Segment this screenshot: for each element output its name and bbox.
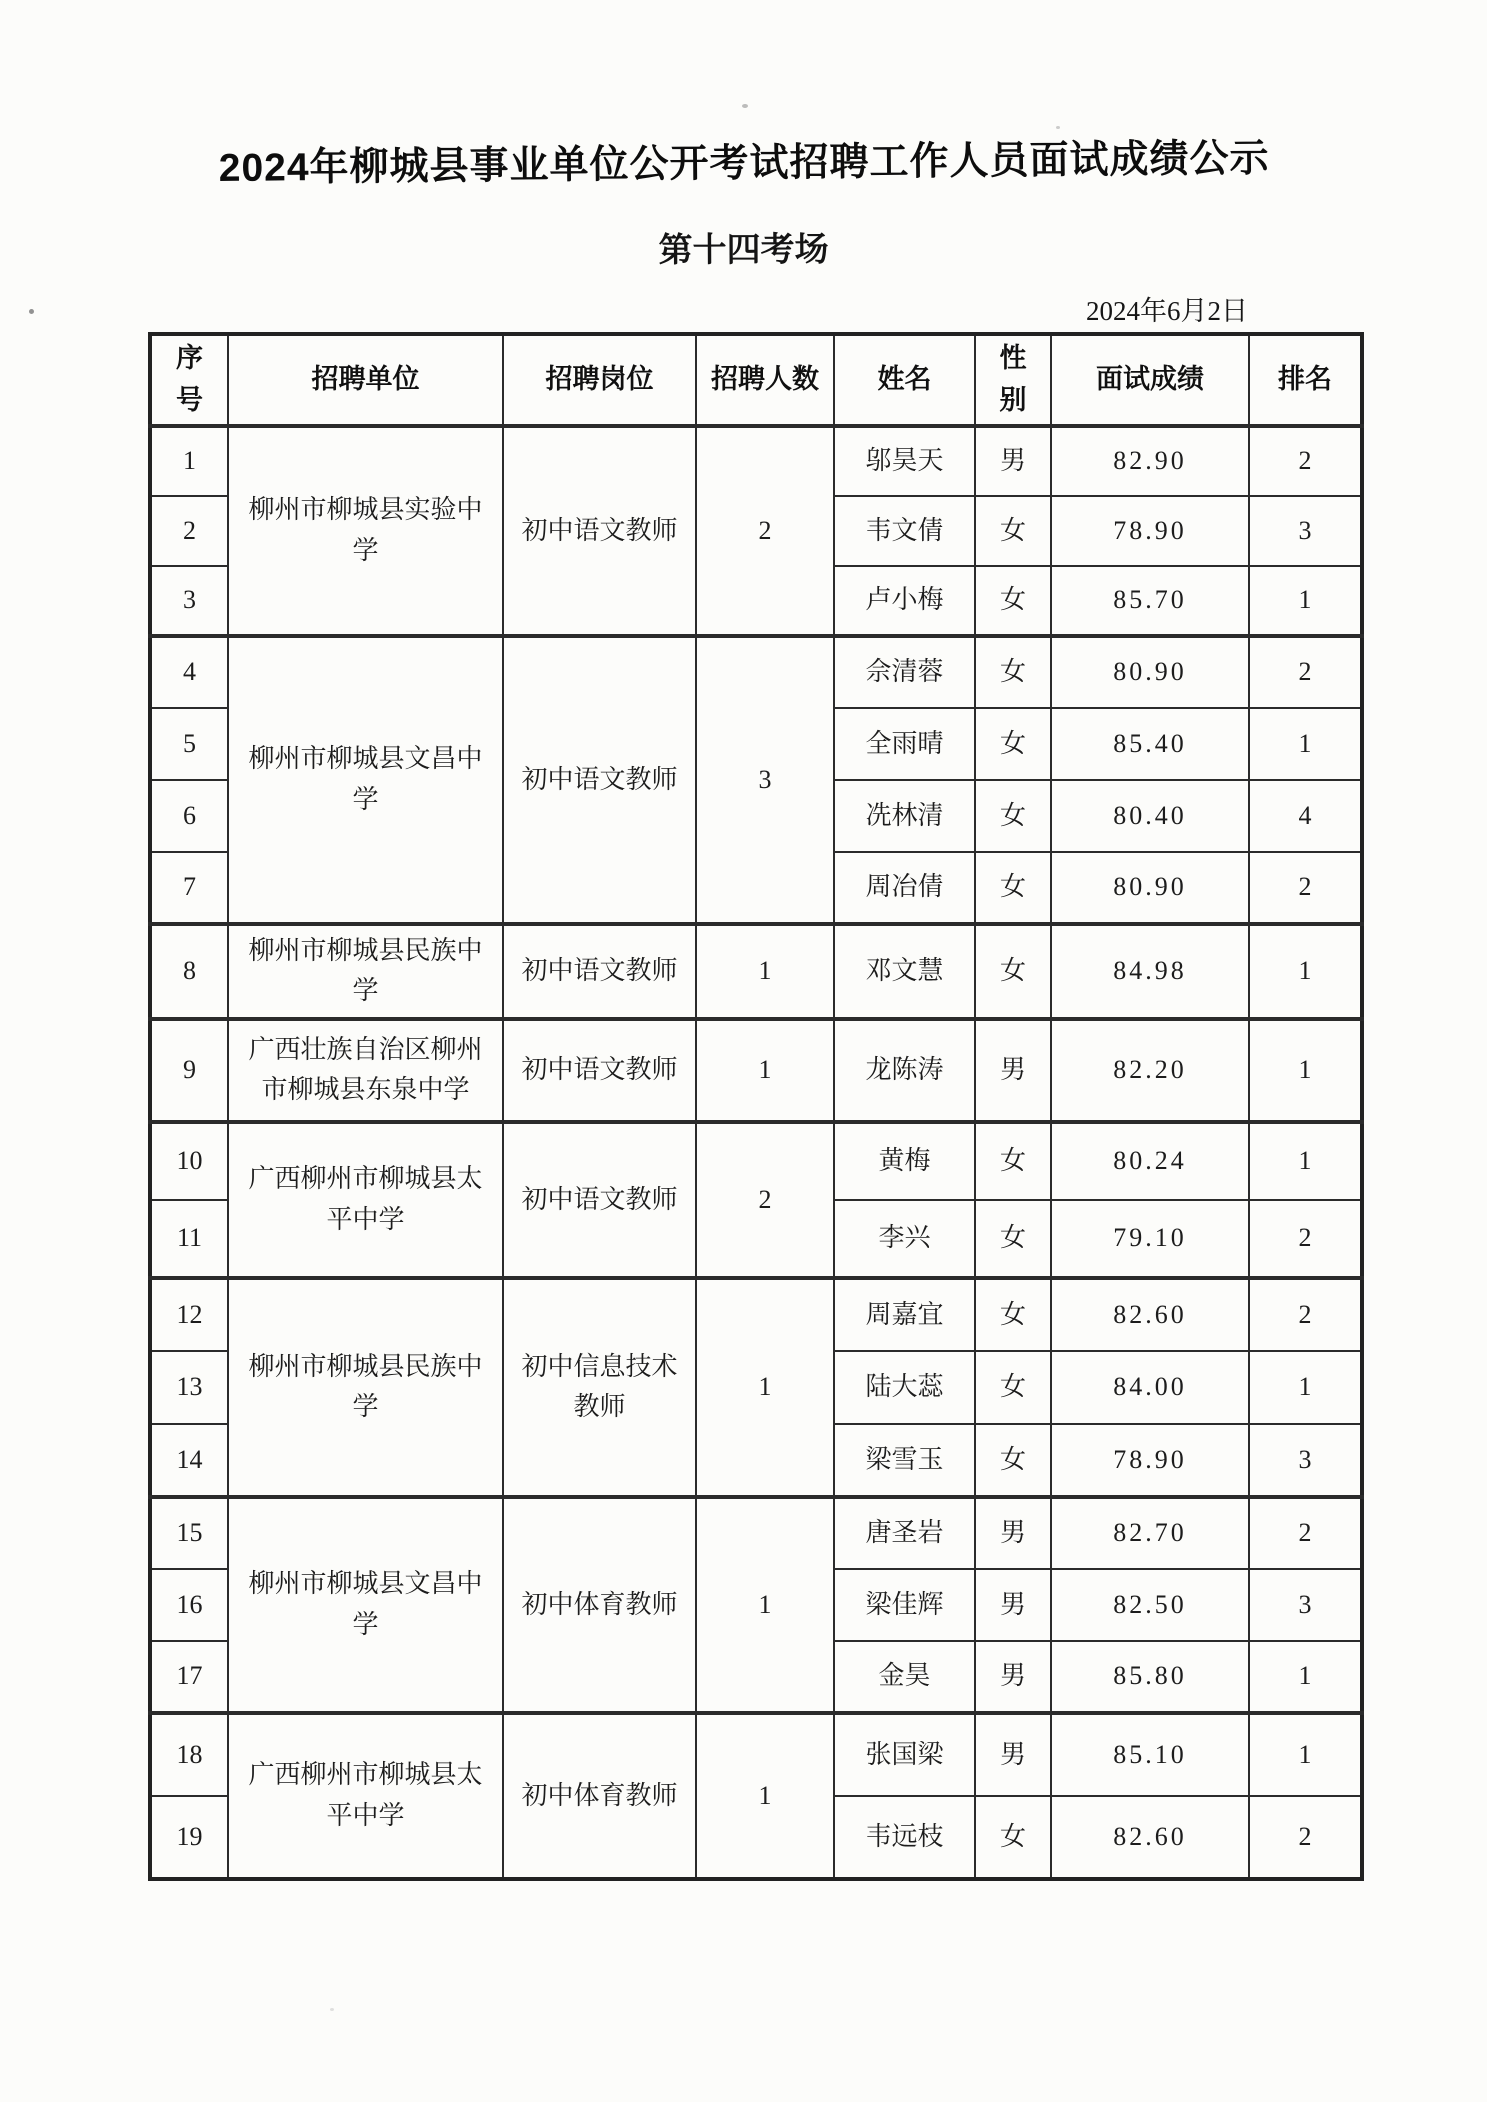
cell-gender: 男 [975,1713,1051,1796]
cell-rank: 1 [1249,708,1362,780]
cell-no: 1 [150,426,228,496]
cell-position: 初中体育教师 [503,1713,696,1879]
col-header-unit: 招聘单位 [228,334,503,426]
cell-count: 2 [696,1122,834,1278]
cell-rank: 1 [1249,1641,1362,1713]
cell-gender: 女 [975,566,1051,636]
cell-gender: 男 [975,1497,1051,1569]
document-date: 2024年6月2日 [1086,296,1248,326]
cell-name: 梁佳辉 [834,1569,975,1641]
cell-count: 1 [696,924,834,1019]
cell-gender: 女 [975,708,1051,780]
cell-count: 1 [696,1497,834,1713]
cell-score: 78.90 [1051,496,1249,566]
cell-name: 龙陈涛 [834,1019,975,1122]
table-row [150,1122,1362,1200]
cell-gender: 女 [975,1200,1051,1278]
cell-rank: 1 [1249,566,1362,636]
cell-name: 韦文倩 [834,496,975,566]
cell-position: 初中语文教师 [503,426,696,636]
cell-name: 李兴 [834,1200,975,1278]
cell-name: 陆大蕊 [834,1351,975,1424]
cell-score: 85.10 [1051,1713,1249,1796]
exam-room-subtitle: 第十四考场 [658,230,829,270]
cell-name: 唐圣岩 [834,1497,975,1569]
cell-rank: 1 [1249,1713,1362,1796]
cell-name: 黄梅 [834,1122,975,1200]
cell-score: 80.40 [1051,780,1249,852]
cell-unit: 广西柳州市柳城县太平中学 [228,1122,503,1278]
table-row [150,1019,1362,1122]
cell-name: 金昊 [834,1641,975,1713]
cell-gender: 女 [975,1796,1051,1879]
cell-score: 82.50 [1051,1569,1249,1641]
cell-gender: 男 [975,1569,1051,1641]
cell-gender: 女 [975,852,1051,924]
cell-count: 1 [696,1019,834,1122]
cell-no: 10 [150,1122,228,1200]
page-title: 2024年柳城县事业单位公开考试招聘工作人员面试成绩公示 [218,136,1270,191]
cell-rank: 2 [1249,636,1362,708]
cell-unit: 柳州市柳城县文昌中学 [228,1497,503,1713]
cell-score: 84.00 [1051,1351,1249,1424]
cell-score: 80.90 [1051,636,1249,708]
cell-position: 初中信息技术教师 [503,1278,696,1497]
cell-position: 初中语文教师 [503,924,696,1019]
cell-name: 周冶倩 [834,852,975,924]
cell-score: 82.60 [1051,1796,1249,1879]
cell-position: 初中语文教师 [503,1019,696,1122]
table-row [150,636,1362,708]
cell-gender: 女 [975,496,1051,566]
cell-position: 初中体育教师 [503,1497,696,1713]
cell-rank: 4 [1249,780,1362,852]
cell-gender: 女 [975,1424,1051,1497]
cell-rank: 1 [1249,1122,1362,1200]
cell-name: 张国梁 [834,1713,975,1796]
cell-count: 3 [696,636,834,924]
cell-name: 冼林清 [834,780,975,852]
cell-score: 85.70 [1051,566,1249,636]
cell-count: 2 [696,426,834,636]
cell-no: 2 [150,496,228,566]
cell-unit: 广西壮族自治区柳州市柳城县东泉中学 [228,1019,503,1122]
cell-unit: 柳州市柳城县文昌中学 [228,636,503,924]
cell-name: 梁雪玉 [834,1424,975,1497]
cell-no: 17 [150,1641,228,1713]
col-header-gender: 性别 [975,334,1051,426]
cell-rank: 3 [1249,496,1362,566]
table-row [150,1278,1362,1351]
cell-gender: 女 [975,636,1051,708]
cell-gender: 女 [975,1278,1051,1351]
cell-no: 8 [150,924,228,1019]
scan-artifact-dot [29,309,34,314]
cell-name: 全雨晴 [834,708,975,780]
col-header-rank: 排名 [1249,334,1362,426]
table-row [150,924,1362,1019]
cell-count: 1 [696,1713,834,1879]
cell-rank: 2 [1249,1278,1362,1351]
cell-rank: 1 [1249,1351,1362,1424]
cell-unit: 广西柳州市柳城县太平中学 [228,1713,503,1879]
cell-score: 84.98 [1051,924,1249,1019]
table-header-row [150,334,1362,426]
cell-no: 12 [150,1278,228,1351]
cell-name: 邬昊天 [834,426,975,496]
cell-no: 13 [150,1351,228,1424]
cell-gender: 女 [975,924,1051,1019]
cell-count: 1 [696,1278,834,1497]
cell-no: 6 [150,780,228,852]
cell-gender: 女 [975,1351,1051,1424]
cell-gender: 男 [975,1019,1051,1122]
cell-score: 85.80 [1051,1641,1249,1713]
cell-score: 85.40 [1051,708,1249,780]
cell-position: 初中语文教师 [503,1122,696,1278]
cell-score: 82.20 [1051,1019,1249,1122]
cell-rank: 1 [1249,1019,1362,1122]
cell-unit: 柳州市柳城县民族中学 [228,1278,503,1497]
table-row [150,1497,1362,1569]
cell-no: 7 [150,852,228,924]
cell-score: 82.70 [1051,1497,1249,1569]
cell-no: 9 [150,1019,228,1122]
cell-rank: 2 [1249,1796,1362,1879]
cell-score: 80.24 [1051,1122,1249,1200]
cell-rank: 3 [1249,1569,1362,1641]
cell-unit: 柳州市柳城县民族中学 [228,924,503,1019]
interview-score-table [148,332,1364,1881]
cell-name: 周嘉宜 [834,1278,975,1351]
cell-gender: 男 [975,1641,1051,1713]
cell-gender: 女 [975,780,1051,852]
cell-rank: 3 [1249,1424,1362,1497]
col-header-index: 序号 [150,334,228,426]
cell-rank: 2 [1249,1497,1362,1569]
cell-rank: 2 [1249,1200,1362,1278]
cell-score: 82.90 [1051,426,1249,496]
cell-no: 18 [150,1713,228,1796]
cell-rank: 2 [1249,852,1362,924]
cell-name: 卢小梅 [834,566,975,636]
cell-name: 韦远枝 [834,1796,975,1879]
cell-no: 11 [150,1200,228,1278]
cell-score: 78.90 [1051,1424,1249,1497]
cell-gender: 女 [975,1122,1051,1200]
cell-no: 15 [150,1497,228,1569]
cell-no: 3 [150,566,228,636]
cell-name: 邓文慧 [834,924,975,1019]
scan-artifact-dot [330,2008,334,2011]
cell-no: 4 [150,636,228,708]
cell-no: 19 [150,1796,228,1879]
col-header-count: 招聘人数 [696,334,834,426]
cell-gender: 男 [975,426,1051,496]
table-row [150,426,1362,496]
table-row [150,1713,1362,1796]
cell-no: 14 [150,1424,228,1497]
col-header-score: 面试成绩 [1051,334,1249,426]
cell-rank: 1 [1249,924,1362,1019]
cell-score: 82.60 [1051,1278,1249,1351]
cell-name: 佘清蓉 [834,636,975,708]
cell-rank: 2 [1249,426,1362,496]
col-header-position: 招聘岗位 [503,334,696,426]
cell-no: 5 [150,708,228,780]
cell-unit: 柳州市柳城县实验中学 [228,426,503,636]
cell-no: 16 [150,1569,228,1641]
col-header-name: 姓名 [834,334,975,426]
cell-score: 79.10 [1051,1200,1249,1278]
cell-position: 初中语文教师 [503,636,696,924]
cell-score: 80.90 [1051,852,1249,924]
